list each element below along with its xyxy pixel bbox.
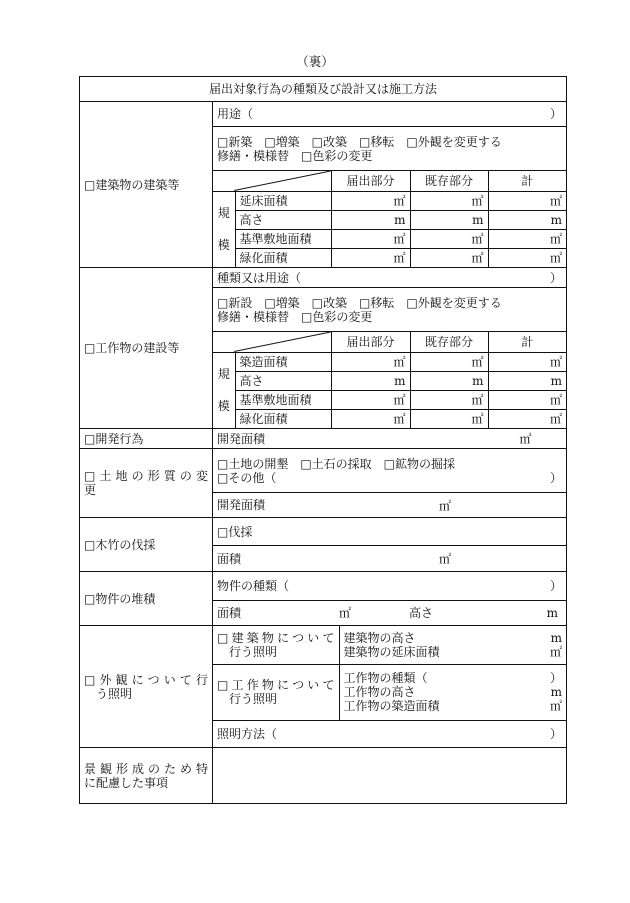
lighting-category-label[interactable]: □外観について行 う照明 [80, 626, 213, 748]
lighting-building-values[interactable]: 建築物の高さ m 建築物の延床面積 ㎡ [339, 626, 566, 664]
value-cell[interactable]: ㎡ [488, 248, 566, 267]
value-cell[interactable]: m [488, 371, 566, 390]
value-cell[interactable]: ㎡ [410, 409, 488, 428]
row-label: 緑化面積 [235, 248, 331, 267]
structure-scale-table [213, 332, 567, 429]
land-options[interactable]: □土地の開墾 □土石の採取 □鉱物の掘採 □その他（ ） [213, 449, 567, 493]
page-label: （裏） [296, 54, 334, 69]
scale-label: 規 模 [213, 191, 235, 267]
logging-area-field[interactable]: 面積 ㎡ [213, 546, 567, 572]
value-cell[interactable]: ㎡ [331, 191, 410, 210]
value-cell[interactable]: m [331, 371, 410, 390]
col-header-reported: 届出部分 [331, 332, 410, 352]
value-cell[interactable]: m [331, 210, 410, 229]
lighting-details [213, 626, 567, 721]
col-header-total: 計 [488, 171, 566, 191]
value-cell[interactable]: ㎡ [331, 390, 410, 409]
value-cell[interactable]: ㎡ [410, 390, 488, 409]
value-cell[interactable]: ㎡ [410, 229, 488, 248]
row-label: 築造面積 [235, 352, 331, 371]
logging-category-label[interactable]: □木竹の伐採 [80, 518, 213, 572]
row-label: 緑化面積 [235, 409, 331, 428]
row-label: 高さ [235, 371, 331, 390]
value-cell[interactable]: ㎡ [488, 390, 566, 409]
form-header: 届出対象行為の種類及び設計又は施工方法 [80, 77, 567, 102]
col-header-total: 計 [488, 332, 566, 352]
building-use-field[interactable]: 用途（ ） [213, 102, 567, 127]
lighting-method-field[interactable]: 照明方法（ ） [213, 721, 567, 748]
land-category-label[interactable]: □土地の形質の変 更 [80, 449, 213, 518]
structure-action-options[interactable]: □新設 □増築 □改築 □移転 □外観を変更する 修繕・模様替 □色彩の変更 [213, 288, 567, 332]
row-label: 基準敷地面積 [235, 390, 331, 409]
scale-label: 規 模 [213, 352, 235, 428]
consideration-field[interactable] [213, 748, 567, 804]
development-area-field[interactable]: 開発面積 ㎡ [213, 429, 567, 449]
storage-area-height-field[interactable]: 面積 ㎡ 高さ m [213, 601, 567, 626]
row-label: 基準敷地面積 [235, 229, 331, 248]
storage-category-label[interactable]: □物件の堆積 [80, 572, 213, 626]
col-header-existing: 既存部分 [410, 332, 488, 352]
logging-option[interactable]: □伐採 [213, 518, 567, 546]
value-cell[interactable]: ㎡ [331, 409, 410, 428]
value-cell[interactable]: ㎡ [488, 191, 566, 210]
building-scale-table [213, 171, 567, 268]
building-action-options[interactable]: □新築 □増築 □改築 □移転 □外観を変更する 修繕・模様替 □色彩の変更 [213, 127, 567, 171]
notification-form-table [79, 76, 567, 804]
value-cell[interactable]: m [410, 210, 488, 229]
structure-use-field[interactable]: 種類又は用途（ ） [213, 268, 567, 288]
lighting-building-option[interactable]: □建築物について 行う照明 [213, 626, 339, 664]
development-category-label[interactable]: □開発行為 [80, 429, 213, 449]
value-cell[interactable]: ㎡ [488, 409, 566, 428]
land-area-field[interactable]: 開発面積 ㎡ [213, 493, 567, 518]
value-cell[interactable]: m [410, 371, 488, 390]
consideration-label: 景観形成のため特 に配慮した事項 [80, 748, 213, 804]
value-cell[interactable]: ㎡ [410, 352, 488, 371]
value-cell[interactable]: m [488, 210, 566, 229]
diagonal-cell [213, 332, 331, 352]
value-cell[interactable]: ㎡ [331, 248, 410, 267]
value-cell[interactable]: ㎡ [331, 352, 410, 371]
building-category-label[interactable]: □建築物の建築等 [80, 102, 213, 268]
row-label: 延床面積 [235, 191, 331, 210]
row-label: 高さ [235, 210, 331, 229]
col-header-existing: 既存部分 [410, 171, 488, 191]
storage-type-field[interactable]: 物件の種類（ ） [213, 572, 567, 601]
structure-category-label[interactable]: □工作物の建設等 [80, 268, 213, 429]
lighting-structure-option[interactable]: □工作物について 行う照明 [213, 664, 339, 720]
value-cell[interactable]: ㎡ [488, 229, 566, 248]
diagonal-cell [213, 171, 331, 191]
value-cell[interactable]: ㎡ [331, 229, 410, 248]
lighting-structure-values[interactable]: 工作物の種類（ ） 工作物の高さ m 工作物の築造面積 ㎡ [339, 664, 566, 720]
value-cell[interactable]: ㎡ [410, 191, 488, 210]
value-cell[interactable]: ㎡ [488, 352, 566, 371]
col-header-reported: 届出部分 [331, 171, 410, 191]
value-cell[interactable]: ㎡ [410, 248, 488, 267]
